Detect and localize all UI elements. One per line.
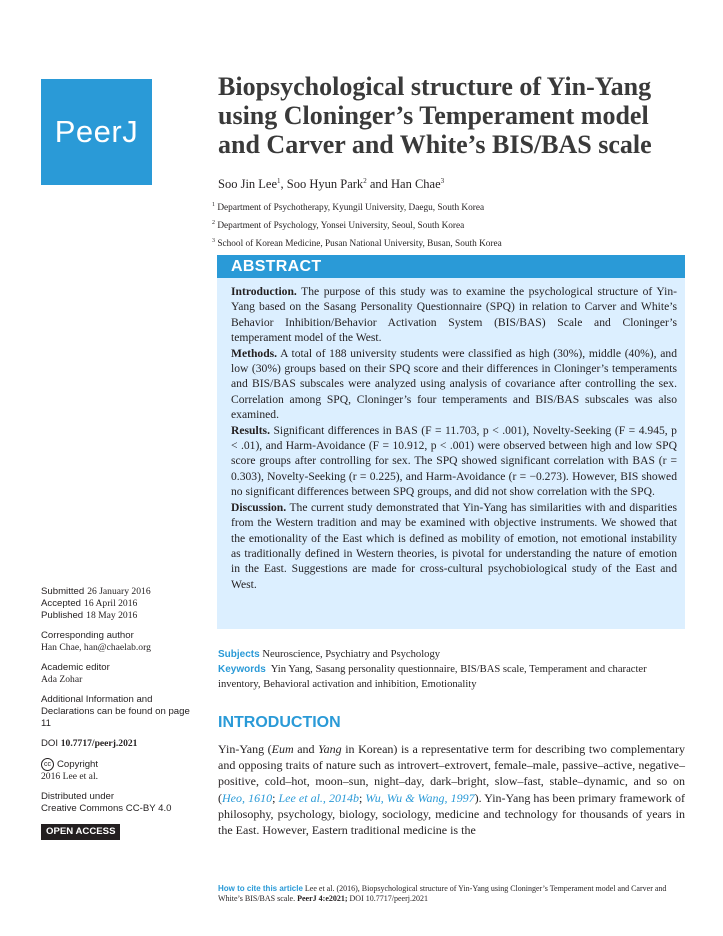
- article-title: Biopsychological structure of Yin-Yang using Cloninger’s Temperament model and Carver and White’s BIS/BAS scale: [218, 72, 652, 159]
- footer-doi[interactable]: DOI 10.7717/peerj.2021: [349, 894, 428, 903]
- copyright-cc-icon: cc: [41, 758, 54, 771]
- abstract-box: [217, 255, 685, 629]
- affiliation-list: [212, 198, 502, 252]
- abstract-body: [217, 278, 685, 592]
- introduction-paragraph: Yin-Yang (Eum and Yang in Korean) is a representative term for describing two complementary and opposing traits of nature such as introvert–extrovert, female–male, passive–active, negative–positive, cold–hot, moon–sun, night–day, dark–bright, slow–fast, stable–dynamic, and so on (Heo, 1610; Lee et al., 2014b; Wu, Wu & Wang, 1997). Yin-Yang has been primary framework of philosophy, psychology, biology, sociology, medicine and technology for thousands of years in the East. However, Eastern traditional medicine is the: [218, 742, 686, 838]
- abstract-heading: ABSTRACT: [217, 255, 685, 278]
- published-date: Published 18 May 2016: [41, 610, 138, 621]
- subjects: Subjects Neuroscience, Psychiatry and Psychology: [218, 649, 441, 660]
- article-info-sidebar: [41, 586, 201, 840]
- author-name[interactable]: Soo Jin Lee: [218, 177, 278, 192]
- copyright-label: cc Copyright: [41, 758, 201, 771]
- affiliation: $^1$ Department of Psychotherapy, Kyungil University, Daegu, South Korea: [212, 202, 485, 214]
- peerj-logo: PeerJ: [41, 79, 152, 185]
- abstract-introduction: Introduction. The purpose of this study was to examine the psychological structure of Yin-Yang based on the Sasang Personality Questionnaire (SPQ) in relation to Carver and White’s Behavior Inhibition/Behavior Activation System (BIS/BAS) Scale and Cloninger’s temperament model of the West.: [231, 285, 677, 345]
- author-name[interactable]: Soo Hyun Park: [286, 177, 364, 192]
- subjects-keywords: [218, 647, 686, 692]
- submitted-date: Submitted 26 January 2016: [41, 586, 151, 597]
- license[interactable]: Creative Commons CC-BY 4.0: [41, 803, 172, 815]
- keywords: Keywords Yin Yang, Sasang personality questionnaire, BIS/BAS scale, Temperament and character inventory, Behavioral activation and inhibition, Emotionality: [218, 664, 647, 690]
- affiliation: $^3$ School of Korean Medicine, Pusan National University, Busan, South Korea: [212, 238, 502, 250]
- citation-link[interactable]: Heo, 1610: [222, 790, 273, 805]
- academic-editor-label: Academic editor: [41, 662, 110, 673]
- abstract-results: Results. Significant differences in BAS (F = 11.703, p < .001), Novelty-Seeking (F = 4.945, p < .01), and Harm-Avoidance (F = 10.912, p < .001) were observed between high and low SPQ score groups after controlling for sex. The SPQ showed significant correlation with BAS (r = 0.303), Novelty-Seeking (r = 0.225), and Harm-Avoidance (r = −0.273). However, BIS showed no significant differences between SPQ groups, and did not show correlation with the SPQ.: [231, 423, 677, 499]
- abstract-discussion: Discussion. The current study demonstrated that Yin-Yang has similarities with and disparities from the Western tradition and may be examined with objective instruments. We showed that the emotionality of the East which is defined as mobility of emotion, not emotional instability as traditionally defined in Western theories, is pivotal for understanding the nature of emotion in the East. Suggestions are made for cross-cultural psychobiological study of the East and West.: [231, 500, 677, 591]
- additional-info-link[interactable]: Additional Information and Declarations can be found on page 11: [41, 694, 190, 729]
- author-name[interactable]: Han Chae: [391, 177, 441, 192]
- doi[interactable]: DOI 10.7717/peerj.2021: [41, 738, 138, 749]
- accepted-date: Accepted 16 April 2016: [41, 598, 138, 609]
- citation-link[interactable]: Lee et al., 2014b: [278, 790, 359, 805]
- license-label: Distributed under: [41, 791, 115, 803]
- author-list: Soo Jin Lee$^1$, Soo Hyun Park$^2$ and Han Chae$^3$: [218, 177, 445, 192]
- abstract-methods: Methods. A total of 188 university students were classified as high (30%), middle (40%), and low (30%) groups based on their SPQ score and their differences in Cloninger’s temperaments and BIS/BAS subscales were analyzed using analysis of covariance after controlling the sex. Correlation among SPQ, Cloninger’s four temperaments and BIS/BAS subscales was also examined.: [231, 346, 677, 422]
- citation-link[interactable]: Wu, Wu & Wang, 1997: [365, 790, 475, 805]
- open-access-badge: OPEN ACCESS: [41, 824, 120, 840]
- academic-editor: Ada Zohar: [41, 674, 83, 685]
- affiliation: $^2$ Department of Psychology, Yonsei University, Seoul, South Korea: [212, 220, 465, 232]
- corresponding-author-label: Corresponding author: [41, 630, 134, 641]
- introduction-heading: INTRODUCTION: [218, 714, 341, 731]
- copyright-holder: 2016 Lee et al.: [41, 771, 99, 783]
- corresponding-author[interactable]: Han Chae, han@chaelab.org: [41, 642, 151, 653]
- citation-footer: How to cite this article Lee et al. (2016), Biopsychological structure of Yin-Yang using Cloninger’s Temperament model and Carver and White’s BIS/BAS scale. PeerJ 4:e2021; DOI 10.7717/peerj.2021: [218, 884, 667, 903]
